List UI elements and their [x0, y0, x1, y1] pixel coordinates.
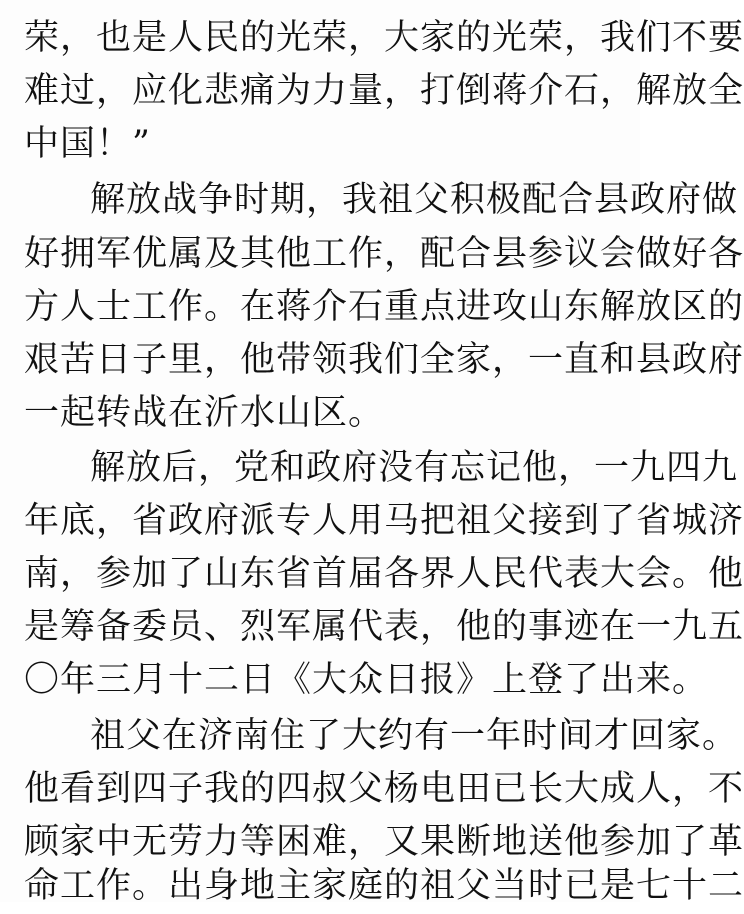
text-line-7: 艰苦日子里，他带领我们全家，一直和县政府 [24, 340, 744, 380]
text-line-8: 一起转战在沂水山区。 [24, 393, 385, 433]
text-line-9: 解放后，党和政府没有忘记他，一九四九 [90, 448, 739, 488]
text-line-5: 好拥军优属及其他工作，配合县参议会做好各 [24, 234, 744, 274]
text-line-16: 顾家中无劳力等困难，又果断地送他参加了革 [24, 822, 744, 862]
text-line-12: 是筹备委员、烈军属代表，他的事迹在一九五 [24, 607, 744, 647]
text-line-10: 年底，省政府派专人用马把祖父接到了省城济 [24, 501, 744, 541]
text-line-2: 难过，应化悲痛为力量，打倒蒋介石，解放全 [24, 71, 744, 111]
text-line-1: 荣，也是人民的光荣，大家的光荣，我们不要 [24, 18, 744, 58]
text-line-4: 解放战争时期，我祖父积极配合县政府做 [90, 180, 739, 220]
text-line-15: 他看到四子我的四叔父杨电田已长大成人，不 [24, 769, 744, 809]
text-line-6: 方人士工作。在蒋介石重点进攻山东解放区的 [24, 287, 744, 327]
text-line-11: 南，参加了山东省首届各界人民代表大会。他 [24, 554, 744, 594]
text-line-3: 中国！” [24, 124, 151, 164]
text-line-17: 命工作。出身地主家庭的祖父当时已是七十二 [24, 866, 744, 906]
text-line-13: 〇年三月十二日《大众日报》上登了出来。 [24, 660, 709, 700]
text-line-14: 祖父在济南住了大约有一年时间才回家。 [90, 716, 739, 756]
